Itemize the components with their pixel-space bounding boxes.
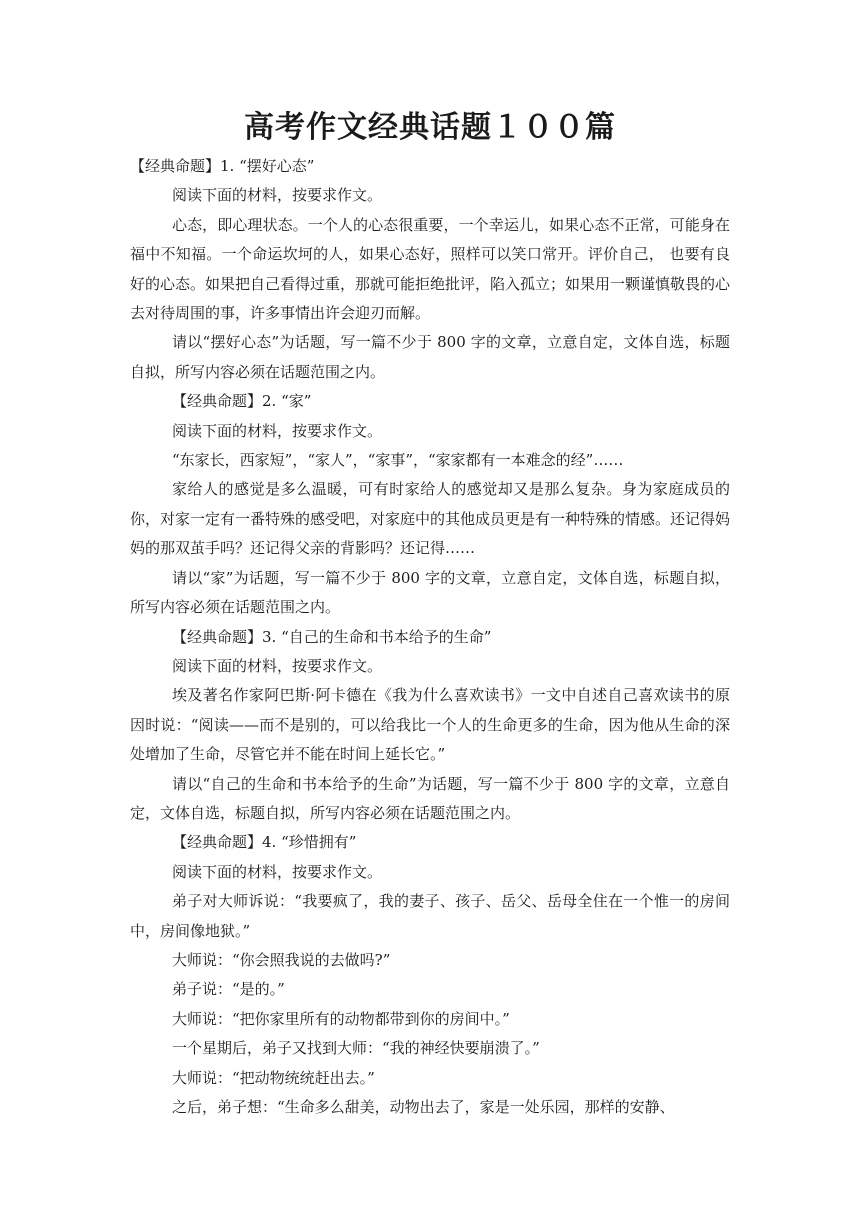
paragraph: 阅读下面的材料，按要求作文。 (172, 862, 383, 881)
paragraph: 请以“家”为话题，写一篇不少于 800 字的文章，立意自定，文体自选，标题自拟，所写内容必须在话题范围之内。 (130, 568, 730, 617)
paragraph: 阅读下面的材料，按要求作文。 (172, 421, 383, 440)
paragraph: 【经典命题】3. “自己的生命和书本给予的生命” (172, 627, 492, 646)
paragraph: 心态，即心理状态。一个人的心态很重要，一个幸运儿，如果心态不正常，可能身在福中不知福。一个命运坎坷的人，如果心态好，照样可以笑口常开。评价自己， 也要有良好的心态。如果把自己看得过重，那就可能拒绝批评，陷入孤立；如果用一颗谨慎敬畏的心去对待周围的事，许多事情出许会迎刃而解。 (130, 215, 731, 323)
paragraph: 大师说：“把你家里所有的动物都带到你的房间中。” (172, 1009, 510, 1028)
paragraph: 【经典命题】4. “珍惜拥有” (172, 833, 357, 852)
paragraph: 弟子说：“是的。” (172, 980, 285, 999)
paragraph: 家给人的感觉是多么温暖，可有时家给人的感觉却又是那么复杂。身为家庭成员的你，对家一定有一番特殊的感受吧，对家庭中的其他成员更是有一种特殊的情感。还记得妈妈的那双茧手吗？还记得父亲的背影吗？还记得…… (130, 480, 731, 558)
paragraph: 一个星期后，弟子又找到大师：“我的神经快要崩溃了。” (172, 1039, 540, 1058)
paragraph: 大师说：“把动物统统赶出去。” (172, 1068, 375, 1087)
paragraph: 【经典命题】1. “摆好心态” (130, 157, 315, 175)
paragraph: 【经典命题】2. “家” (172, 392, 312, 411)
paragraph: “东家长，西家短”，“家人”，“家事”，“家家都有一本难念的经”…… (172, 451, 624, 470)
paragraph: 阅读下面的材料，按要求作文。 (172, 656, 383, 675)
document-title: 高考作文经典话题１００篇 (244, 110, 616, 145)
paragraph: 埃及著名作家阿巴斯·阿卡德在《我为什么喜欢读书》一文中自述自己喜欢读书的原因时说：“阅读——而不是别的，可以给我比一个人的生命更多的生命，因为他从生命的深处增加了生命，尽管它并不能在时间上延长它。” (130, 686, 730, 764)
document-page (130, 104, 730, 1122)
paragraph: 阅读下面的材料，按要求作文。 (172, 186, 383, 205)
document-body (130, 152, 730, 1122)
paragraph: 弟子对大师诉说：“我要疯了，我的妻子、孩子、岳父、岳母全住在一个惟一的房间中，房间像地狱。” (130, 892, 730, 940)
paragraph: 大师说：“你会照我说的去做吗?” (172, 950, 391, 969)
paragraph: 请以“摆好心态”为话题，写一篇不少于 800 字的文章，立意自定，文体自选，标题自拟，所写内容必须在话题范围之内。 (130, 333, 730, 381)
paragraph: 请以“自己的生命和书本给予的生命”为话题，写一篇不少于 800 字的文章，立意自定，文体自选，标题自拟，所写内容必须在话题范围之内。 (130, 774, 730, 822)
paragraph: 之后，弟子想：“生命多么甜美，动物出去了，家是一处乐园，那样的安静、 (172, 1098, 675, 1116)
